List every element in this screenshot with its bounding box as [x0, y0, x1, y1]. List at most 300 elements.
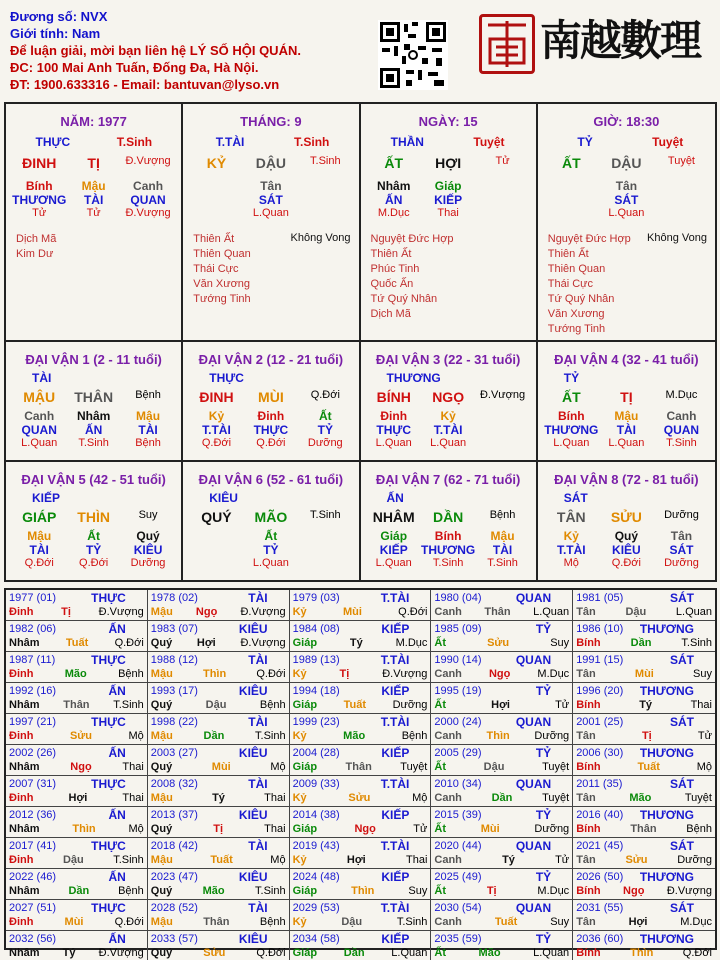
year-branch: Mão: [343, 730, 366, 742]
pillar-hidden-stars-cell: KIẾP: [434, 193, 463, 207]
year-can-chi-row: [576, 884, 712, 898]
year-stem: Nhâm: [9, 761, 40, 773]
year-star: KIẾP: [381, 622, 410, 636]
year-phase: Suy: [693, 668, 712, 680]
qr-code-icon: [378, 20, 448, 90]
year-star: TỶ: [535, 808, 552, 822]
year-can-chi-row: [151, 729, 286, 743]
dai-van-hidden-stems-cell: Bính: [434, 529, 462, 543]
pillar-hidden-phase-cell: [298, 207, 352, 219]
year-branch: Sửu: [348, 792, 371, 804]
dai-van-can-chi-cell: MÃO: [254, 509, 288, 525]
year-branch: Dần: [68, 885, 90, 897]
dai-van-hidden-phase: [544, 437, 709, 449]
year-header-row: [9, 591, 144, 605]
year-header-row: [293, 622, 428, 636]
pillar-hidden-stems-cell: Mậu: [81, 179, 106, 193]
pillar-hidden-phase: [367, 207, 530, 219]
dai-van-hidden-stars-cell: THỰC: [376, 423, 412, 437]
dai-van-can-chi-cell: Đ.Vượng: [479, 389, 526, 401]
year-stem: Mậu: [150, 730, 173, 742]
year-cell: [6, 807, 148, 838]
dai-van-cell: [361, 462, 538, 582]
year-star: TỶ: [535, 932, 552, 946]
year-label: 2027 (51): [9, 902, 57, 914]
year-star: THƯƠNG: [639, 870, 694, 884]
year-star: T.TÀI: [380, 777, 410, 791]
pillar-hidden-stars-cell: [189, 193, 243, 207]
year-header-row: [576, 870, 712, 884]
year-phase: T.Sinh: [255, 730, 286, 742]
year-phase: Thai: [264, 792, 286, 804]
year-cell: [573, 838, 715, 869]
year-branch: Tuất: [65, 637, 89, 649]
year-can-chi-row: [151, 667, 286, 681]
year-can-chi-row: [434, 946, 569, 960]
year-star: TỶ: [535, 622, 552, 636]
year-stem: Tân: [576, 792, 596, 804]
year-header-row: [9, 684, 144, 698]
year-can-chi-row: [9, 698, 144, 712]
pillar-top-star-cell: T.Sinh: [116, 135, 153, 149]
year-cell: [6, 900, 148, 931]
year-phase: Bệnh: [259, 916, 286, 928]
year-branch: Mão: [478, 947, 501, 959]
pillar-top-star-cell: T.Sinh: [294, 135, 330, 149]
year-cell: [431, 776, 573, 807]
dai-van-hidden-stems-cell: Nhâm: [76, 409, 111, 423]
year-branch: Tý: [349, 637, 363, 649]
year-star: ẤN: [108, 746, 126, 760]
year-label: 1991 (15): [576, 654, 624, 666]
year-branch: Thìn: [72, 823, 96, 835]
year-header-row: [576, 901, 712, 915]
year-header-row: [576, 715, 712, 729]
year-stem: Tân: [576, 730, 596, 742]
year-stem: Đinh: [9, 792, 34, 804]
dai-van-can-chi-cell: M.Dục: [665, 389, 698, 401]
dai-van-hidden-stars: [544, 423, 709, 437]
dai-van-hidden-stems-cell: Kỷ: [208, 409, 225, 423]
dai-van-can-chi: [544, 389, 709, 405]
dai-van-hidden-phase-cell: T.Sinh: [487, 557, 518, 569]
year-header-row: [434, 777, 569, 791]
year-phase: Tử: [413, 823, 428, 835]
year-label: 2006 (30): [576, 747, 624, 759]
year-star: THƯƠNG: [639, 808, 694, 822]
year-header-row: [293, 746, 428, 760]
year-stem: Giáp: [292, 699, 318, 711]
year-phase: Q.Đới: [256, 947, 286, 959]
year-phase: T.Sinh: [113, 854, 144, 866]
year-header-row: [151, 839, 286, 853]
year-cell: [6, 776, 148, 807]
year-can-chi-row: [576, 729, 712, 743]
year-label: 2001 (25): [576, 716, 624, 728]
dai-van-can-chi-cell: ẤT: [561, 389, 581, 405]
pillar-can-chi-cell: ẤT: [384, 155, 404, 171]
dai-van-can-chi-cell: MẬU: [23, 389, 56, 405]
dai-van-can-chi-cell: TÂN: [556, 509, 586, 525]
year-can-chi-row: [434, 915, 569, 929]
pillar-hidden-stems: [367, 179, 530, 193]
dai-van-star: SÁT: [563, 491, 588, 505]
year-phase: Đ.Vượng: [382, 668, 428, 680]
dai-van-hidden-stems: [12, 529, 175, 543]
year-star: THỰC: [91, 715, 126, 729]
year-can-chi-row: [434, 791, 569, 805]
year-stem: Tân: [576, 606, 596, 618]
year-phase: T.Sinh: [113, 699, 144, 711]
year-can-chi-row: [576, 760, 712, 774]
year-phase: Tử: [697, 730, 712, 742]
year-branch: Mùi: [64, 916, 84, 928]
year-stem: Giáp: [292, 761, 318, 773]
year-header-row: [434, 715, 569, 729]
pillar-hidden-stems-cell: Nhâm: [377, 179, 411, 193]
dai-van-cell: [538, 462, 715, 582]
year-stem: Bính: [576, 947, 601, 959]
dai-van-can-chi: [189, 389, 352, 405]
year-can-chi-row: [576, 915, 712, 929]
year-can-chi-row: [9, 853, 144, 867]
dai-van-hidden-stars-cell: [189, 543, 243, 557]
pillar-can-chi: [12, 155, 175, 171]
year-cell: [573, 807, 715, 838]
year-header-row: [576, 839, 712, 853]
dai-van-hidden-phase-cell: [475, 437, 529, 449]
year-star: ẤN: [108, 808, 126, 822]
year-header-row: [9, 870, 144, 884]
dai-van-hidden-stems-cell: Canh: [666, 409, 697, 423]
year-label: 1983 (07): [150, 623, 198, 635]
pillar-hidden-stems-cell: [475, 179, 529, 193]
year-can-chi-row: [434, 605, 569, 619]
dai-van-hidden-stars-cell: TỶ: [263, 543, 279, 557]
dai-van-hidden-phase: [189, 437, 352, 449]
pillar-hidden-stems: [12, 179, 175, 193]
year-label: 1989 (13): [292, 654, 340, 666]
pillar-hidden-stems: [189, 179, 352, 193]
year-stem: Kỷ: [292, 606, 307, 618]
year-star: ẤN: [108, 932, 126, 946]
year-star: ẤN: [108, 684, 126, 698]
year-phase: Mộ: [128, 730, 144, 742]
dai-van-hidden-stems: [544, 409, 709, 423]
pillar-note: Nguyệt Đức Hợp: [370, 233, 454, 245]
year-cell: [6, 931, 148, 960]
year-cell: [148, 776, 290, 807]
dai-van-hidden-stems-cell: Đinh: [380, 409, 408, 423]
year-star: QUAN: [515, 901, 552, 915]
dai-van-hidden-stars-cell: KIÊU: [612, 543, 641, 557]
dai-van-hidden-stars-cell: KIẾP: [379, 543, 408, 557]
year-can-chi-row: [9, 760, 144, 774]
dai-van-hidden-stems-cell: Mậu: [136, 409, 161, 423]
year-phase: Bệnh: [259, 699, 286, 711]
pillar-can-chi-cell: Đ.Vượng: [125, 155, 171, 167]
year-phase: Mộ: [270, 854, 286, 866]
year-stem: Nhâm: [9, 885, 40, 897]
year-branch: Sửu: [625, 854, 648, 866]
pillar-extra-note: Không Vong: [647, 232, 707, 244]
dai-van-hidden-stems-cell: Mậu: [27, 529, 52, 543]
year-can-chi-row: [151, 636, 286, 650]
dai-van-title: ĐẠI VẬN 1 (2 - 11 tuổi): [25, 352, 162, 367]
year-stem: Bính: [576, 885, 601, 897]
year-branch: Ngọ: [70, 761, 92, 773]
dai-van-hidden-stars: [189, 423, 352, 437]
year-stem: Canh: [434, 668, 462, 680]
dai-van-hidden-phase: [544, 557, 709, 569]
year-label: 2008 (32): [150, 778, 198, 790]
dai-van-hidden-stars: [12, 543, 175, 557]
year-cell: [148, 621, 290, 652]
year-phase: Suy: [550, 916, 570, 928]
pillar-top-star-cell: Tuyệt: [652, 135, 684, 149]
year-header-row: [293, 870, 428, 884]
dai-van-hidden-stems-cell: [298, 529, 352, 543]
year-phase: M.Dục: [395, 637, 428, 649]
year-label: 2018 (42): [150, 840, 198, 852]
year-branch: Dậu: [625, 606, 647, 618]
year-can-chi-row: [293, 915, 428, 929]
year-star: QUAN: [515, 591, 552, 605]
pillar-hidden-phase-cell: L.Quan: [252, 207, 289, 219]
pillar-title: NĂM: 1977: [60, 114, 127, 129]
pillar-hidden-stems-cell: Bính: [25, 179, 53, 193]
year-can-chi-row: [293, 636, 428, 650]
year-star: TỶ: [535, 870, 552, 884]
year-cell: [6, 869, 148, 900]
year-branch: Ngọ: [488, 668, 511, 680]
pillar-title: NGÀY: 15: [418, 114, 478, 129]
owner-name: Đương số: NVX: [10, 9, 108, 24]
year-branch: Hợi: [68, 792, 88, 804]
year-stem: Kỷ: [292, 916, 307, 928]
year-label: 2020 (44): [434, 840, 482, 852]
year-header-row: [9, 901, 144, 915]
pillar-top-star-cell: THỰC: [35, 135, 71, 149]
pillar-hidden-phase-cell: [654, 207, 709, 219]
year-can-chi-row: [151, 791, 286, 805]
dai-van-hidden-stems-cell: Bính: [557, 409, 585, 423]
dai-van-hidden-phase-cell: [298, 557, 352, 569]
year-star: THƯƠNG: [639, 746, 694, 760]
dai-van-hidden-stars-cell: T.TÀI: [556, 543, 586, 557]
year-label: 2022 (46): [9, 871, 57, 883]
year-cell: [148, 683, 290, 714]
dai-van-can-chi-cell: Bệnh: [489, 509, 516, 521]
year-stem: Mậu: [150, 854, 173, 866]
year-cell: [148, 931, 290, 960]
year-phase: Tuyệt: [400, 761, 428, 773]
year-star: QUAN: [515, 839, 552, 853]
dai-van-hidden-stars-cell: SÁT: [669, 543, 694, 557]
year-stem: Giáp: [292, 823, 318, 835]
dai-van-can-chi-cell: NHÂM: [372, 509, 415, 525]
year-branch: Mão: [64, 668, 87, 680]
dai-van-hidden-phase-cell: Q.Đới: [256, 437, 286, 449]
year-star: KIÊU: [238, 746, 268, 760]
year-cell: [148, 807, 290, 838]
pillar-note: Thiên Ất: [193, 233, 235, 245]
dai-van-hidden-stems-cell: Quý: [136, 529, 160, 543]
dai-van-hidden-stars-cell: TỶ: [317, 423, 333, 437]
dai-van-hidden-phase-cell: L.Quan: [375, 557, 412, 569]
dai-van-can-chi-cell: Q.Đới: [310, 389, 340, 401]
dai-van-hidden-phase-cell: Dưỡng: [664, 557, 699, 569]
year-stem: Tân: [576, 668, 596, 680]
pillar-hidden-stems-cell: [654, 179, 709, 193]
year-branch: Sửu: [69, 730, 92, 742]
year-phase: Đ.Vượng: [98, 606, 144, 618]
pillar-hidden-stems-cell: Tân: [615, 179, 638, 193]
year-phase: Q.Đới: [682, 947, 712, 959]
year-branch: Tuất: [637, 761, 660, 773]
year-star: THỰC: [91, 591, 126, 605]
year-label: 1998 (22): [150, 716, 198, 728]
pillar-note: Tứ Quý Nhân: [547, 293, 615, 305]
dai-van-hidden-stems-cell: Tân: [670, 529, 693, 543]
year-cell: [6, 745, 148, 776]
year-can-chi-row: [293, 791, 428, 805]
dai-van-hidden-stars-cell: THỰC: [253, 423, 289, 437]
pillar-notes: [16, 232, 56, 262]
year-star: KIÊU: [238, 870, 268, 884]
year-label: 2033 (57): [150, 933, 198, 945]
year-can-chi-row: [9, 729, 144, 743]
dai-van-can-chi-cell: QUÝ: [201, 509, 232, 525]
pillar-top-star: [12, 135, 175, 149]
year-branch: Tị: [486, 885, 497, 897]
pillar-note: Thiên Quan: [547, 263, 606, 275]
year-cell: [431, 807, 573, 838]
pillar-note: Nguyệt Đức Hợp: [547, 233, 631, 245]
year-star: T.TÀI: [380, 901, 410, 915]
year-header-row: [151, 932, 286, 946]
year-label: 2017 (41): [9, 840, 57, 852]
dai-van-hidden-stars-cell: TÀI: [29, 543, 49, 557]
year-cell: [148, 714, 290, 745]
pillar-hidden-stars-cell: ẤN: [385, 193, 403, 207]
year-label: 2026 (50): [576, 871, 624, 883]
year-can-chi-row: [293, 698, 428, 712]
year-header-row: [293, 901, 428, 915]
year-phase: L.Quan: [533, 606, 570, 618]
year-header-row: [293, 591, 428, 605]
year-stem: Nhâm: [9, 699, 40, 711]
dai-van-hidden-stems-cell: Quý: [614, 529, 639, 543]
dai-van-title: ĐẠI VẬN 5 (42 - 51 tuổi): [21, 472, 166, 487]
seal-stamp-icon: [479, 14, 535, 74]
year-branch: Tuất: [343, 699, 367, 711]
year-phase: M.Dục: [680, 916, 712, 928]
year-cell: [431, 931, 573, 960]
year-label: 1978 (02): [150, 592, 198, 604]
pillar-hidden-phase: [12, 207, 175, 219]
dai-van-hidden-stems-cell: Kỷ: [563, 529, 579, 543]
pillar-hidden-stems: [544, 179, 709, 193]
dai-van-can-chi-cell: NGỌ: [432, 389, 465, 405]
dai-van-hidden-stems: [12, 409, 175, 423]
year-header-row: [434, 653, 569, 667]
year-can-chi-row: [434, 667, 569, 681]
pillar-note: Thiên Ất: [370, 248, 412, 260]
year-cell: [431, 714, 573, 745]
year-cell: [290, 652, 432, 683]
year-cell: [431, 869, 573, 900]
year-phase: Bệnh: [118, 885, 144, 897]
year-branch: Thân: [484, 606, 511, 618]
year-header-row: [576, 622, 712, 636]
dai-van-hidden-phase: [367, 437, 530, 449]
year-can-chi-row: [151, 822, 286, 836]
pillar-hidden-stars: [367, 193, 530, 207]
year-header-row: [576, 746, 712, 760]
dai-van-cell: [183, 342, 360, 462]
year-star: KIẾP: [381, 932, 410, 946]
year-label: 2024 (48): [292, 871, 340, 883]
year-stem: Kỷ: [292, 730, 307, 742]
year-stem: Ất: [434, 823, 446, 835]
year-branch: Mùi: [480, 823, 500, 835]
year-can-chi-row: [293, 853, 428, 867]
year-cell: [431, 683, 573, 714]
dai-van-title: ĐẠI VẬN 3 (22 - 31 tuổi): [375, 352, 521, 367]
year-star: TỶ: [535, 746, 552, 760]
pillar-notes: [371, 232, 454, 322]
year-cell: [573, 900, 715, 931]
year-stem: Bính: [576, 637, 601, 649]
year-label: 1980 (04): [434, 592, 482, 604]
year-star: SÁT: [670, 591, 694, 605]
year-can-chi-row: [293, 667, 428, 681]
year-branch: Mão: [629, 792, 652, 804]
year-label: 1995 (19): [434, 685, 482, 697]
year-branch: Dậu: [62, 854, 84, 866]
year-phase: Thai: [122, 792, 144, 804]
year-can-chi-row: [293, 605, 428, 619]
pillar-hidden-stars-cell: [654, 193, 709, 207]
year-branch: Tị: [641, 730, 652, 742]
year-header-row: [151, 715, 286, 729]
year-can-chi-row: [293, 946, 428, 960]
year-cell: [573, 590, 715, 621]
dai-van-hidden-stars-cell: T.TÀI: [202, 423, 231, 437]
year-header-row: [151, 901, 286, 915]
pillar-can-chi-cell: ĐINH: [22, 155, 57, 171]
header-info: [10, 8, 301, 93]
year-star: TỶ: [535, 684, 552, 698]
year-cell: [431, 652, 573, 683]
pillar-top-star: [189, 135, 352, 149]
pillar-note: Thiên Quan: [193, 248, 251, 260]
dai-van-hidden-stars-cell: T.TÀI: [433, 423, 463, 437]
year-stem: Kỷ: [292, 854, 307, 866]
dai-van-can-chi-cell: THÂN: [74, 389, 114, 405]
year-stem: Nhâm: [9, 823, 40, 835]
dai-van-title: ĐẠI VẬN 2 (12 - 21 tuổi): [198, 352, 344, 367]
year-star: KIẾP: [381, 808, 410, 822]
year-branch: Tý: [639, 699, 653, 711]
year-phase: Đ.Vượng: [240, 637, 286, 649]
year-star: KIẾP: [381, 746, 410, 760]
year-header-row: [293, 653, 428, 667]
year-stem: Mậu: [150, 792, 173, 804]
year-stem: Ất: [434, 761, 446, 773]
year-can-chi-row: [576, 791, 712, 805]
